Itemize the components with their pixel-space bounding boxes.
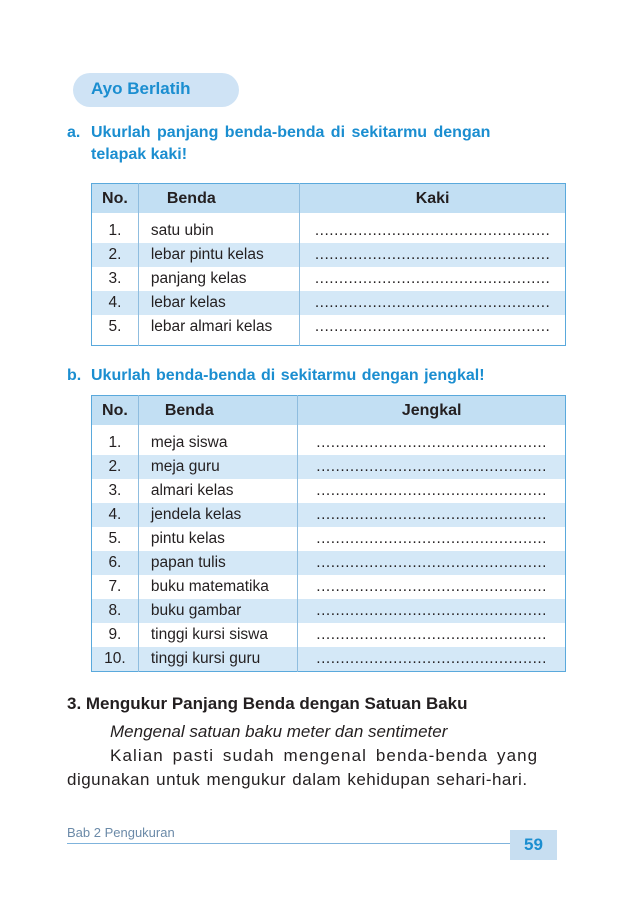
header-kaki: Kaki [300, 184, 566, 214]
row-benda: jendela kelas [138, 503, 297, 527]
row-benda: almari kelas [138, 479, 297, 503]
row-benda: pintu kelas [138, 527, 297, 551]
page-number-box [510, 830, 557, 860]
paragraph-line-1: Kalian pasti sudah mengenal benda-benda yang [110, 746, 539, 765]
row-number: 6. [92, 551, 139, 575]
row-benda: tinggi kursi guru [138, 647, 297, 672]
row-benda: lebar almari kelas [138, 315, 299, 339]
row-value: ................................................ [298, 455, 566, 479]
table-row [92, 551, 566, 575]
table-kaki [91, 183, 566, 346]
table-row [92, 315, 566, 339]
row-value: ................................................ [298, 599, 566, 623]
instruction-a [67, 122, 490, 166]
row-value: ................................................ [316, 482, 547, 499]
row-value: ................................................. [314, 270, 551, 287]
row-value: ................................................ [298, 647, 566, 672]
instruction-b [67, 365, 485, 387]
row-number: 4. [92, 291, 139, 315]
ayo-berlatih-badge [73, 73, 239, 107]
row-benda: meja guru [138, 455, 297, 479]
table-row [92, 267, 566, 291]
table-row [92, 431, 566, 455]
instruction-a-label: a. [67, 124, 81, 141]
row-benda: buku matematika [138, 575, 297, 599]
row-benda: panjang kelas [138, 267, 299, 291]
row-value: ................................................ [298, 551, 566, 575]
row-number: 7. [92, 575, 139, 599]
row-number: 5. [92, 315, 139, 339]
row-number: 9. [92, 623, 139, 647]
table-jengkal [91, 395, 566, 672]
row-number: 1. [92, 431, 139, 455]
instruction-a-text-2: telapak kaki! [91, 146, 188, 163]
row-number: 2. [92, 243, 139, 267]
row-value: ................................................ [316, 434, 547, 451]
table-jengkal-header [92, 396, 566, 426]
row-number: 8. [92, 599, 139, 623]
table-row [92, 291, 566, 315]
table-row [92, 575, 566, 599]
row-value: ................................................ [316, 530, 547, 547]
row-value: ................................................. [300, 243, 566, 267]
row-value: ................................................ [316, 626, 547, 643]
instruction-a-text-1: Ukurlah panjang benda-benda di sekitarmu dengan [91, 124, 491, 141]
badge-label: Ayo Berlatih [91, 79, 191, 98]
row-value: ................................................. [314, 318, 551, 335]
row-benda: buku gambar [138, 599, 297, 623]
row-number: 5. [92, 527, 139, 551]
footer-divider [67, 843, 515, 844]
row-value: ................................................ [316, 578, 547, 595]
row-number: 3. [92, 267, 139, 291]
section-3-heading: 3. Mengukur Panjang Benda dengan Satuan Baku [67, 694, 468, 713]
row-number: 3. [92, 479, 139, 503]
row-benda: lebar kelas [138, 291, 299, 315]
header-no: No. [92, 396, 139, 426]
header-benda: Benda [138, 396, 297, 426]
table-row [92, 243, 566, 267]
table-row [92, 455, 566, 479]
row-number: 4. [92, 503, 139, 527]
section-3-subheading: Mengenal satuan baku meter dan sentimeter [110, 722, 448, 741]
table-row [92, 503, 566, 527]
chapter-label: Bab 2 Pengukuran [67, 825, 175, 840]
row-benda: meja siswa [138, 431, 297, 455]
row-value: ................................................. [314, 222, 551, 239]
instruction-b-label: b. [67, 367, 82, 384]
row-number: 10. [92, 647, 139, 672]
row-benda: satu ubin [138, 219, 299, 243]
row-benda: papan tulis [138, 551, 297, 575]
table-row [92, 527, 566, 551]
row-number: 1. [92, 219, 139, 243]
header-benda: Benda [138, 184, 299, 214]
header-no: No. [92, 184, 139, 214]
header-jengkal: Jengkal [298, 396, 566, 426]
row-benda: tinggi kursi siswa [138, 623, 297, 647]
row-number: 2. [92, 455, 139, 479]
table-row [92, 479, 566, 503]
paragraph-line-2: digunakan untuk mengukur dalam kehidupan sehari-hari. [67, 770, 528, 789]
row-benda: lebar pintu kelas [138, 243, 299, 267]
row-value: ................................................ [298, 503, 566, 527]
table-row [92, 623, 566, 647]
table-row [92, 219, 566, 243]
table-kaki-header [92, 184, 566, 214]
instruction-b-text: Ukurlah benda-benda di sekitarmu dengan jengkal! [91, 367, 485, 384]
page-number: 59 [524, 835, 543, 854]
row-value: ................................................. [300, 291, 566, 315]
table-row [92, 599, 566, 623]
table-row [92, 647, 566, 672]
